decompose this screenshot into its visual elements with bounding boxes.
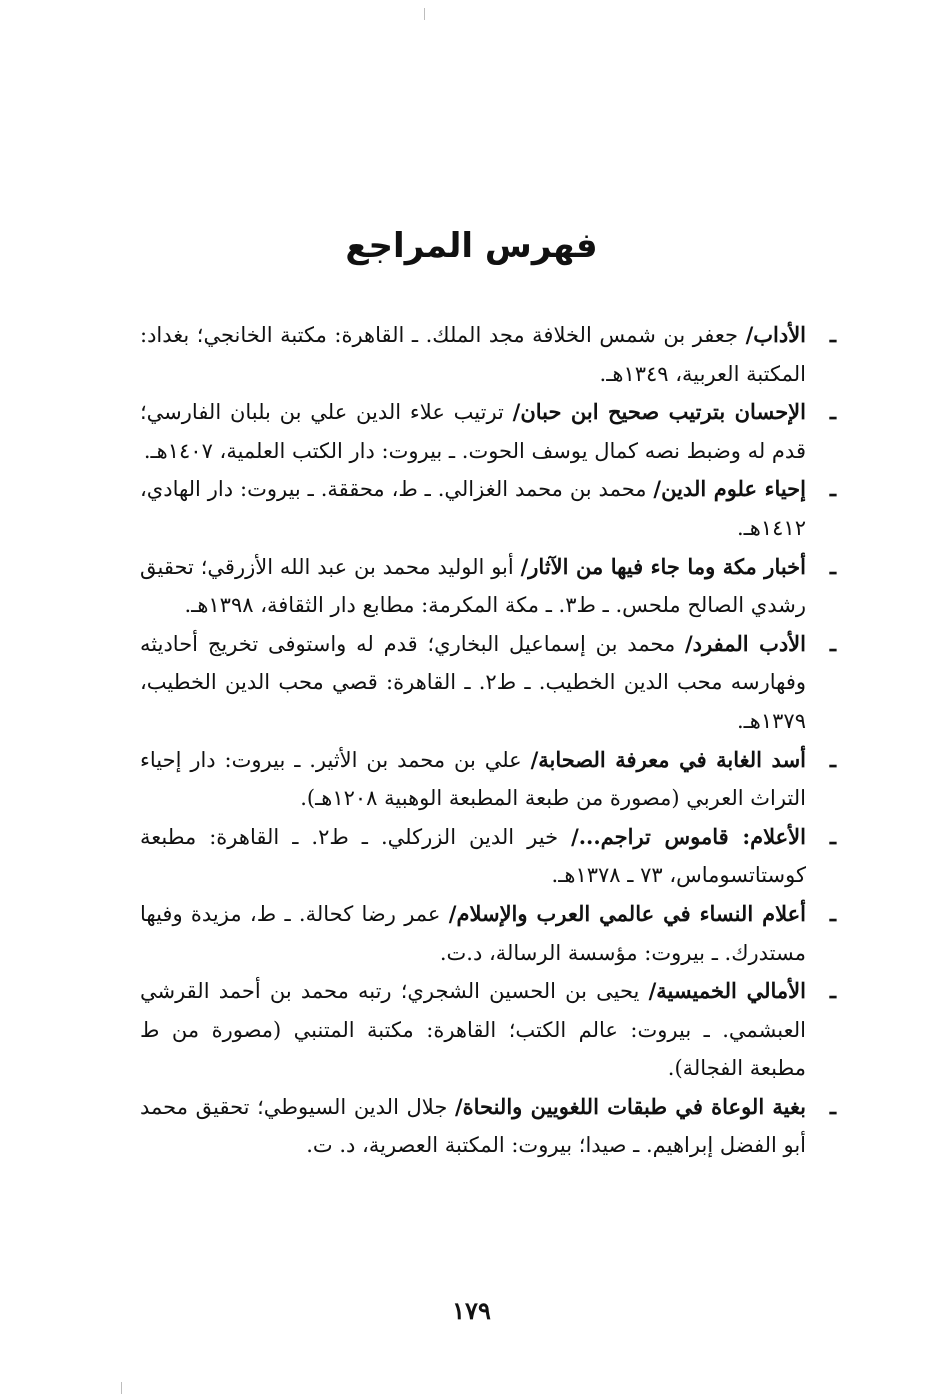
reference-entry	[140, 548, 836, 625]
reference-details: يحيى بن الحسين الشجري؛ رتبه محمد بن أحمد القرشي العبشمي. ـ بيروت: عالم الكتب؛ القاهرة: مكتبة المتنبي (مصورة من ط مطبعة الفجالة).	[140, 979, 806, 1081]
reference-details: محمد بن إسماعيل البخاري؛ قدم له واستوفى تخريج أحاديثه وفهارسه محب الدين الخطيب. ـ ط٢. ـ القاهرة: قصي محب الدين الخطيب، ١٣٧٩هـ.	[140, 631, 806, 733]
reference-details: ترتيب علاء الدين علي بن بلبان الفارسي؛ قدم له وضبط نصه كمال يوسف الحوت. ـ بيروت: دار الكتب العلمية، ١٤٠٧هـ.	[140, 400, 806, 463]
entry-dash: ـ	[829, 1093, 836, 1119]
entry-dash: ـ	[829, 476, 836, 502]
reference-entry	[140, 470, 836, 547]
reference-title: أسد الغابة في معرفة الصحابة/	[530, 746, 806, 772]
reference-title: أعلام النساء في عالمي العرب والإسلام/	[448, 900, 806, 926]
entry-dash: ـ	[829, 746, 836, 772]
entry-dash: ـ	[829, 823, 836, 849]
reference-details: محمد بن محمد الغزالي. ـ ط، محققة. ـ بيروت: دار الهادي، ١٤١٢هـ.	[140, 477, 806, 540]
reference-details: عمر رضا كحالة. ـ ط، مزيدة وفيها مستدرك. ـ بيروت: مؤسسة الرسالة، د.ت.	[140, 901, 806, 965]
reference-entry	[140, 818, 836, 895]
reference-title: الأمالي الخميسية/	[648, 978, 806, 1004]
reference-entry	[140, 393, 836, 470]
reference-details: خير الدين الزركلي. ـ ط٢. ـ القاهرة: مطبعة كوستاتسوماس، ٧٣ ـ ١٣٧٨هـ.	[140, 824, 806, 888]
entry-dash: ـ	[829, 900, 836, 926]
entry-dash: ـ	[829, 630, 836, 656]
entry-dash: ـ	[829, 322, 836, 347]
page-title: فهرس المراجع	[345, 226, 598, 266]
reference-title: الإحسان بترتيب صحيح ابن حبان/	[512, 399, 806, 425]
reference-title: الأعلام: قاموس تراجم.../	[571, 823, 806, 849]
reference-details: علي بن محمد بن الأثير. ـ بيروت: دار إحياء التراث العربي (مصورة من طبعة المطبعة الوهبية ١٢٠٨هـ).	[140, 747, 806, 811]
reference-entry	[140, 972, 836, 1088]
entry-dash: ـ	[829, 399, 836, 425]
reference-entry	[140, 625, 836, 741]
reference-title: إحياء علوم الدين/	[653, 476, 806, 502]
reference-entry	[140, 895, 836, 972]
reference-details: جعفر بن شمس الخلافة مجد الملك. ـ القاهرة: مكتبة الخانجي؛ بغداد: المكتبة العربية، ١٣٤٩هـ.	[140, 323, 806, 386]
reference-title: أخبار مكة وما جاء فيها من الآثار/	[520, 553, 806, 579]
reference-details: أبو الوليد محمد بن عبد الله الأزرقي؛ تحقيق رشدي الصالح ملحس. ـ ط٣. ـ مكة المكرمة: مطابع دار الثقافة، ١٣٩٨هـ.	[140, 554, 806, 618]
reference-entry	[140, 741, 836, 818]
entry-dash: ـ	[829, 553, 836, 579]
entry-dash: ـ	[829, 978, 836, 1004]
reference-title: الأداب/	[745, 322, 806, 347]
scan-margin-mark-bottom	[121, 1382, 122, 1394]
scan-margin-mark-top	[424, 8, 425, 20]
reference-title: بغية الوعاة في طبقات اللغويين والنحاة/	[454, 1093, 806, 1119]
reference-entry	[140, 1088, 836, 1165]
reference-title: الأدب المفرد/	[685, 630, 806, 656]
reference-entry	[140, 316, 836, 393]
reference-details: جلال الدين السيوطي؛ تحقيق محمد أبو الفضل إبراهيم. ـ صيدا؛ بيروت: المكتبة العصرية، د. ت.	[140, 1094, 806, 1158]
page-number: ١٧٩	[452, 1296, 491, 1325]
references-list	[140, 316, 836, 1165]
